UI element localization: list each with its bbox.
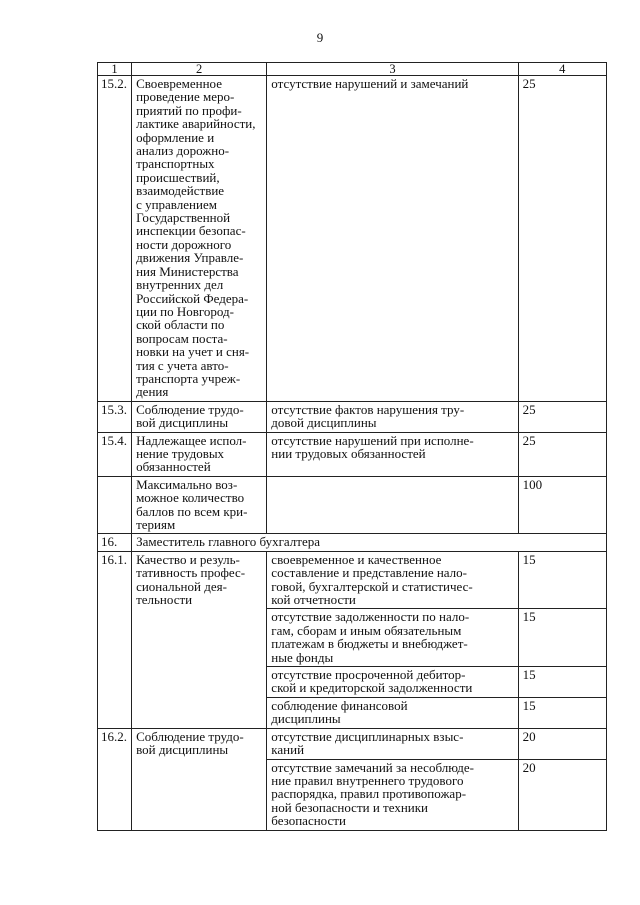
score-value: 25 <box>518 76 606 402</box>
row-number: 16.1. <box>98 551 132 728</box>
criterion-text: соблюдение финансовой дисциплины <box>267 697 518 728</box>
indicator-name: Своевременное проведение меро- приятий по профи- лактике аварийности, оформление и анализ дорожно- транспортных происшествий, взаимодействие с управлением Государственной инспекции безопас- ности дорожного движения Управле- ния Министерства внутренних дел Российской Федера- ции по Новгород- ской области по вопросам поста- новки на учет и сня- тия с учета авто- транспорта учреж- дения <box>132 76 267 402</box>
criterion-text: отсутствие нарушений и замечаний <box>267 76 518 402</box>
header-cell: 1 <box>98 63 132 76</box>
score-value: 20 <box>518 759 606 830</box>
empty-cell <box>267 476 518 534</box>
section-title: Заместитель главного бухгалтера <box>132 534 607 551</box>
row-number: 15.3. <box>98 401 132 432</box>
empty-cell <box>98 476 132 534</box>
indicator-name: Максимально воз- можное количество баллов по всем кри- териям <box>132 476 267 534</box>
table-row <box>98 551 607 609</box>
score-value: 15 <box>518 551 606 609</box>
score-value: 15 <box>518 697 606 728</box>
indicator-name: Качество и резуль- тативность профес- сиональной дея- тельности <box>132 551 267 728</box>
table-row <box>98 728 607 759</box>
table-row <box>98 401 607 432</box>
indicator-name: Надлежащее испол- нение трудовых обязанностей <box>132 432 267 476</box>
row-number: 16.2. <box>98 728 132 830</box>
criterion-text: отсутствие задолженности по нало- гам, сборам и иным обязательным платежам в бюджеты и внебюджет- ные фонды <box>267 609 518 667</box>
score-value: 15 <box>518 667 606 698</box>
header-cell: 2 <box>132 63 267 76</box>
page-number: 9 <box>316 30 324 45</box>
table-header-row <box>98 63 607 76</box>
header-cell: 3 <box>267 63 518 76</box>
score-value: 20 <box>518 728 606 759</box>
score-value: 15 <box>518 609 606 667</box>
header-cell: 4 <box>518 63 606 76</box>
table-row <box>98 432 607 476</box>
criterion-text: отсутствие замечаний за несоблюде- ние правил внутреннего трудового распорядка, правил противопожар- ной безопасности и техники безопасности <box>267 759 518 830</box>
table-row <box>98 76 607 402</box>
section-number: 16. <box>98 534 132 551</box>
indicator-name: Соблюдение трудо- вой дисциплины <box>132 728 267 830</box>
criterion-text: отсутствие просроченной дебитор- ской и кредиторской задолженности <box>267 667 518 698</box>
table-row-total <box>98 476 607 534</box>
criterion-text: отсутствие фактов нарушения тру- довой дисциплины <box>267 401 518 432</box>
section-row <box>98 534 607 551</box>
score-value: 25 <box>518 401 606 432</box>
criterion-text: отсутствие дисциплинарных взыс- каний <box>267 728 518 759</box>
score-value: 100 <box>518 476 606 534</box>
score-value: 25 <box>518 432 606 476</box>
row-number: 15.4. <box>98 432 132 476</box>
criterion-text: своевременное и качественное составление и представление нало- говой, бухгалтерской и статистичес- кой отчетности <box>267 551 518 609</box>
criteria-table <box>97 62 607 831</box>
row-number: 15.2. <box>98 76 132 402</box>
indicator-name: Соблюдение трудо- вой дисциплины <box>132 401 267 432</box>
criterion-text: отсутствие нарушений при исполне- нии трудовых обязанностей <box>267 432 518 476</box>
